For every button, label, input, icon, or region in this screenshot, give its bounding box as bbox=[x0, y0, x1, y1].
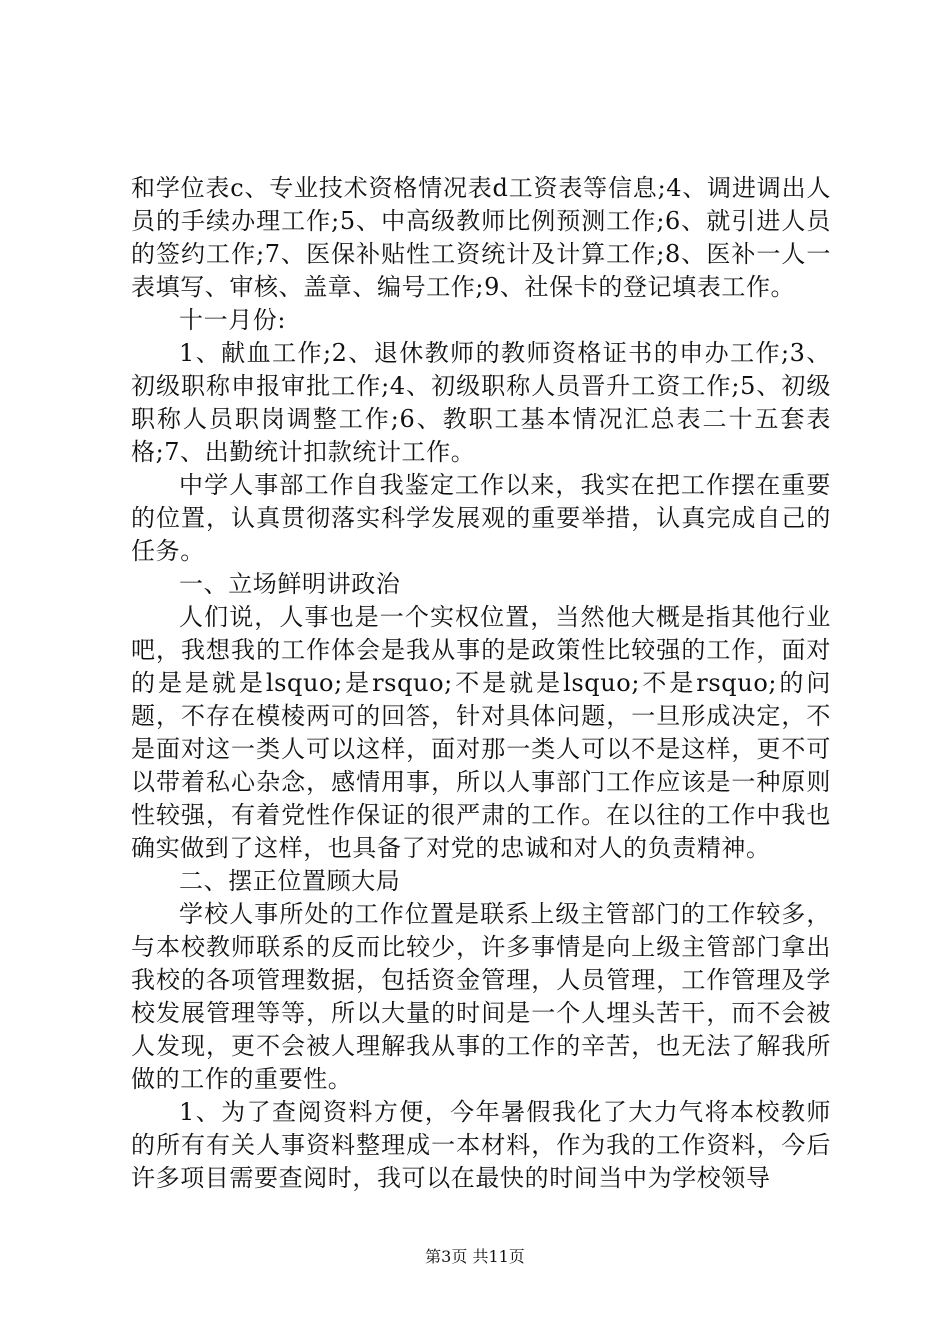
paragraph: 学校人事所处的工作位置是联系上级主管部门的工作较多，与本校教师联系的反而比较少，许多事情是向上级主管部门拿出我校的各项管理数据，包括资金管理，人员管理，工作管理及学校发展管理等等，所以大量的时间是一个人埋头苦干，而不会被人发现，更不会被人理解我从事的工作的辛苦，也无法了解我所做的工作的重要性。 bbox=[131, 900, 831, 1093]
paragraph: 中学人事部工作自我鉴定工作以来，我实在把工作摆在重要的位置，认真贯彻落实科学发展观的重要举措，认真完成自己的任务。 bbox=[131, 471, 831, 565]
section-heading: 一、立场鲜明讲政治 bbox=[179, 570, 401, 598]
section-heading: 二、摆正位置顾大局 bbox=[179, 867, 401, 895]
paragraph: 十一月份: bbox=[179, 306, 287, 334]
page-footer: 第3页 共11页 bbox=[425, 1247, 525, 1266]
document-body bbox=[131, 172, 831, 1195]
paragraph: 1、献血工作;2、退休教师的教师资格证书的申办工作;3、初级职称申报审批工作;4、初级职称人员晋升工资工作;5、初级职称人员职岗调整工作;6、教职工基本情况汇总表二十五套表格;7、出勤统计扣款统计工作。 bbox=[131, 339, 831, 466]
paragraph: 1、为了查阅资料方便，今年暑假我化了大力气将本校教师的所有有关人事资料整理成一本材料，作为我的工作资料，今后许多项目需要查阅时，我可以在最快的时间当中为学校领导 bbox=[131, 1098, 831, 1192]
paragraph: 和学位表c、专业技术资格情况表d工资表等信息;4、调进调出人员的手续办理工作;5、中高级教师比例预测工作;6、就引进人员的签约工作;7、医保补贴性工资统计及计算工作;8、医补一人一表填写、审核、盖章、编号工作;9、社保卡的登记填表工作。 bbox=[131, 174, 831, 301]
paragraph: 人们说，人事也是一个实权位置，当然他大概是指其他行业吧，我想我的工作体会是我从事的是政策性比较强的工作，面对的是是就是lsquo;是rsquo;不是就是lsquo;不是rsquo;的问题，不存在模棱两可的回答，针对具体问题，一旦形成决定，不是面对这一类人可以这样，面对那一类人可以不是这样，更不可以带着私心杂念，感情用事，所以人事部门工作应该是一种原则性较强，有着党性作保证的很严肃的工作。在以往的工作中我也确实做到了这样，也具备了对党的忠诚和对人的负责精神。 bbox=[131, 603, 831, 862]
